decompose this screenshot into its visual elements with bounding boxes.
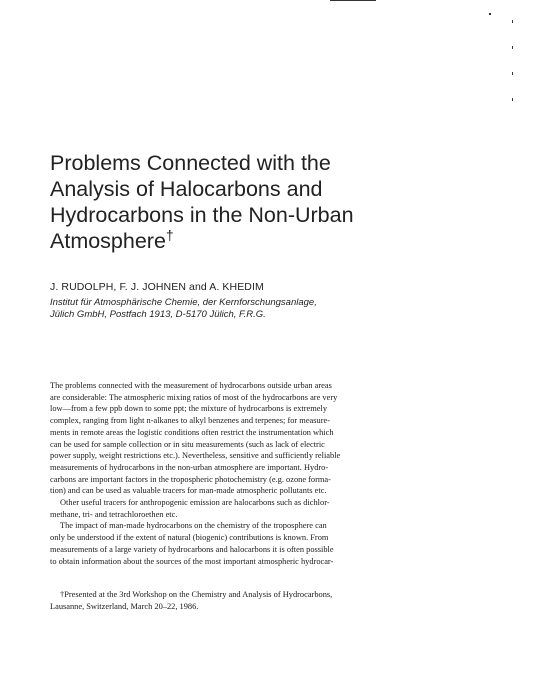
- body-line: can be used for sample collection or in situ measurements (such as lack of electric: [50, 439, 325, 449]
- body-line: The impact of man-made hydrocarbons on the chemistry of the troposphere can: [60, 521, 327, 531]
- body-line: methane, tri- and tetrachloroethen etc.: [50, 509, 178, 519]
- body-line: are considerable: The atmospheric mixing ratios of most of the hydrocarbons are very: [50, 392, 338, 402]
- title-line: [50, 228, 490, 254]
- body-line: power supply, weight restrictions etc.). Nevertheless, sensitive and sufficiently reliable: [50, 451, 341, 461]
- scan-artifact-edge-1: [512, 20, 513, 23]
- footnote: [50, 589, 492, 612]
- title-line: Hydrocarbons in the Non-Urban: [50, 203, 354, 227]
- title-footnote-mark: †: [165, 226, 174, 243]
- paper-title: [50, 150, 490, 254]
- affiliation: [50, 297, 317, 321]
- scan-artifact-edge-4: [512, 98, 513, 101]
- title-line: Analysis of Halocarbons and: [50, 177, 323, 201]
- body-line: Other useful tracers for anthropogenic emission are halocarbons such as dichlor-: [60, 498, 330, 508]
- body-line: only be understood if the extent of natural (biogenic) contributions is known. From: [50, 533, 329, 543]
- footnote-line: †Presented at the 3rd Workshop on the Chemistry and Analysis of Hydrocarbons,: [60, 590, 333, 599]
- body-line: measurements of a large variety of hydrocarbons and halocarbons it is often possible: [50, 544, 334, 554]
- affiliation-line: Jülich GmbH, Postfach 1913, D-5170 Jülich, F.R.G.: [50, 309, 266, 320]
- scan-artifact-edge-3: [512, 72, 513, 75]
- author-list: J. RUDOLPH, F. J. JOHNEN and A. KHEDIM: [50, 281, 264, 293]
- body-line: The problems connected with the measurement of hydrocarbons outside urban areas: [50, 381, 332, 390]
- scan-artifact-edge-2: [512, 46, 513, 49]
- body-line: measurements of hydrocarbons in the non-urban atmosphere are important. Hydro-: [50, 462, 329, 472]
- title-line: Problems Connected with the: [50, 151, 331, 175]
- body-line: low—from a few ppb down to some ppt; the mixture of hydrocarbons is extremely: [50, 404, 328, 414]
- body-line: tion) and can be used as valuable tracers for man-made atmospheric pollutants etc.: [50, 486, 327, 496]
- title-last-word: Atmosphere: [50, 229, 166, 253]
- body-line: carbons are important factors in the tropospheric photochemistry (e.g. ozone forma-: [50, 474, 331, 484]
- body-line: to obtain information about the sources of the most important atmospheric hydrocar-: [50, 556, 334, 566]
- body-line: complex, ranging from light n-alkanes to alkyl benzenes and terpenes; for measure-: [50, 416, 330, 426]
- body-line: ments in remote areas the logistic conditions often restrict the instrumentation which: [50, 427, 334, 437]
- body-text: [50, 380, 492, 567]
- affiliation-line: Institut für Atmosphärische Chemie, der Kernforschungsanlage,: [50, 297, 317, 308]
- scan-artifact-corner: [489, 13, 491, 15]
- scan-artifact-top: [330, 0, 376, 1]
- footnote-line: Lausanne, Switzerland, March 20–22, 1986.: [50, 601, 199, 611]
